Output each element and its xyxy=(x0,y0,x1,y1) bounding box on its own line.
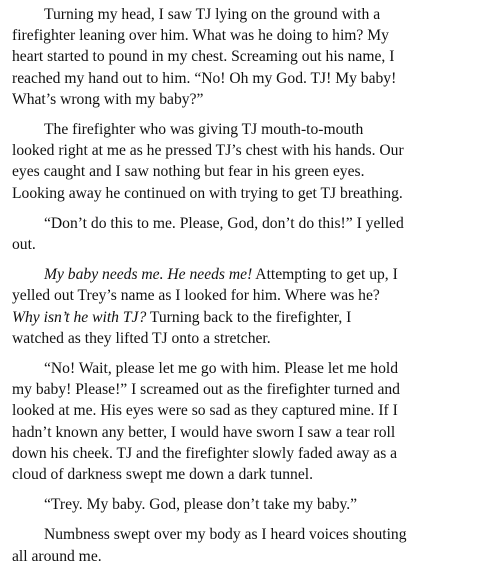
text-segment: Numbness swept over my body as I heard voices shouting xyxy=(44,526,407,544)
paragraph xyxy=(12,213,479,255)
text-line xyxy=(12,307,479,328)
text-line xyxy=(12,119,479,140)
text-segment: down his cheek. TJ and the firefighter slowly faded away as a xyxy=(12,444,398,462)
text-segment: firefighter leaning over him. What was he doing to him? My xyxy=(12,27,389,45)
text-line xyxy=(12,140,479,161)
text-body xyxy=(12,4,479,567)
text-segment: What’s wrong with my baby?” xyxy=(12,90,204,108)
text-line xyxy=(12,213,479,234)
text-line xyxy=(12,524,479,545)
text-segment: Attempting to get up, I xyxy=(252,266,398,284)
text-line xyxy=(12,494,479,515)
text-segment: cloud of darkness swept me down a dark tunnel. xyxy=(12,466,313,484)
text-line xyxy=(12,161,479,182)
text-segment: “No! Wait, please let me go with him. Please let me hold xyxy=(44,360,398,378)
text-line xyxy=(12,264,479,285)
paragraph xyxy=(12,524,479,566)
text-segment: heart started to pound in my chest. Screaming out his name, I xyxy=(12,48,395,66)
text-segment: “Trey. My baby. God, please don’t take my baby.” xyxy=(44,496,358,514)
text-segment: Turning back to the firefighter, I xyxy=(146,308,352,326)
italic-text: Why isn’t he with TJ? xyxy=(12,308,147,326)
text-segment: all around me. xyxy=(12,547,102,565)
paragraph xyxy=(12,358,479,485)
text-segment: yelled out Trey’s name as I looked for him. Where was he? xyxy=(12,287,380,305)
text-line xyxy=(12,234,479,255)
text-line xyxy=(12,46,479,67)
text-line xyxy=(12,285,479,306)
paragraph xyxy=(12,264,479,349)
text-line xyxy=(12,464,479,485)
text-segment: my baby! Please!” I screamed out as the firefighter turned and xyxy=(12,381,400,399)
text-line xyxy=(12,4,479,25)
text-segment: reached my hand out to him. “No! Oh my God. TJ! My baby! xyxy=(12,69,397,87)
text-segment: eyes caught and I saw nothing but fear in his green eyes. xyxy=(12,163,365,181)
text-segment: watched as they lifted TJ onto a stretcher. xyxy=(12,329,271,347)
paragraph xyxy=(12,494,479,515)
text-segment: “Don’t do this to me. Please, God, don’t do this!” I yelled xyxy=(44,214,404,232)
text-line xyxy=(12,358,479,379)
text-segment: Looking away he continued on with trying to get TJ breathing. xyxy=(12,184,403,202)
text-line xyxy=(12,183,479,204)
text-line xyxy=(12,89,479,110)
italic-text: My baby needs me. He needs me! xyxy=(44,266,253,284)
text-line xyxy=(12,422,479,443)
text-segment: The firefighter who was giving TJ mouth-to-mouth xyxy=(44,121,364,139)
paragraph xyxy=(12,119,479,204)
text-segment: looked right at me as he pressed TJ’s chest with his hands. Our xyxy=(12,142,404,160)
text-line xyxy=(12,379,479,400)
text-line xyxy=(12,68,479,89)
text-segment: looked at me. His eyes were so sad as they captured mine. If I xyxy=(12,402,398,420)
text-line xyxy=(12,400,479,421)
text-line xyxy=(12,443,479,464)
text-line xyxy=(12,25,479,46)
paragraph xyxy=(12,4,479,110)
text-segment: out. xyxy=(12,236,36,254)
text-line xyxy=(12,546,479,567)
text-segment: Turning my head, I saw TJ lying on the ground with a xyxy=(44,6,381,23)
text-segment: hadn’t known any better, I would have sworn I saw a tear roll xyxy=(12,423,396,441)
text-line xyxy=(12,328,479,349)
